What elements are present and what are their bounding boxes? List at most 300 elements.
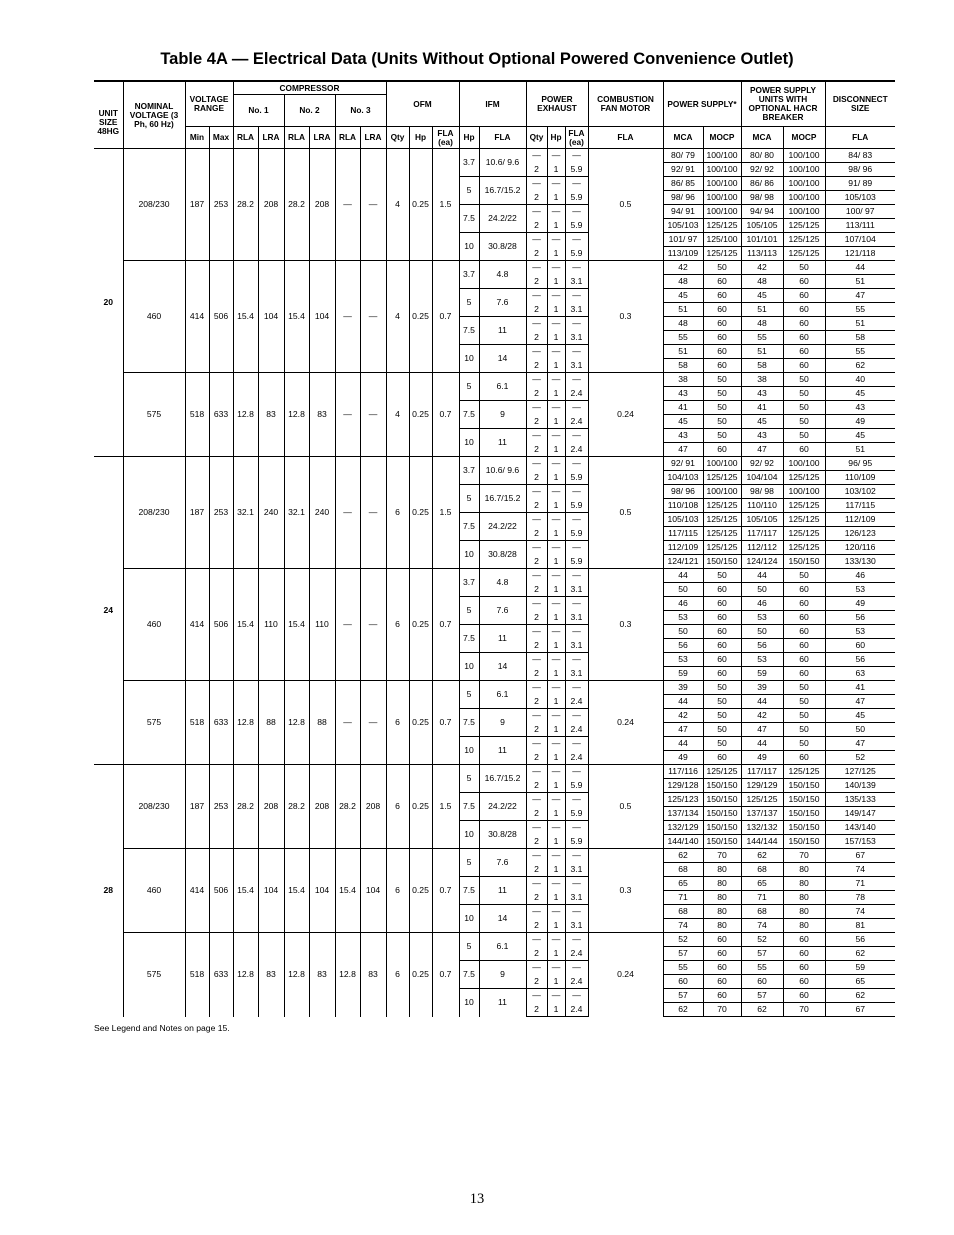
supply-value-cell: 150/150 [703,779,741,793]
supply-value-cell: 60 [703,583,741,597]
supply-value-cell: 105/103 [663,219,703,233]
power-exhaust-cell: 2 [526,695,547,709]
combustion-fla-cell: 0.5 [588,765,663,849]
supply-value-cell: 125/125 [783,765,825,779]
supply-value-cell: 100/100 [783,205,825,219]
subheader-cell: RLA [233,127,258,149]
supply-value-cell: 44 [825,261,895,275]
power-exhaust-header: POWER EXHAUST [526,81,588,127]
supply-value-cell: 55 [825,345,895,359]
supply-value-cell: 105/103 [663,513,703,527]
table-cell: 15.4 [284,261,309,373]
table-cell: 0.7 [432,373,459,457]
supply-value-cell: 50 [663,625,703,639]
supply-value-cell: 50 [783,401,825,415]
ifm-hp-cell: 5 [459,373,479,401]
supply-value-cell: 140/139 [825,779,895,793]
ifm-hp-cell: 3.7 [459,569,479,597]
supply-value-cell: 60 [783,443,825,457]
power-exhaust-cell: 2 [526,527,547,541]
table-cell: 0.25 [409,933,432,1017]
power-exhaust-cell: 1 [547,331,565,345]
supply-value-cell: 124/124 [741,555,783,569]
supply-value-cell: 46 [663,597,703,611]
supply-value-cell: 60 [783,583,825,597]
supply-value-cell: 60 [783,933,825,947]
table-cell: 4 [386,149,409,261]
supply-value-cell: 42 [663,261,703,275]
unit-size-cell: 20 [94,149,123,457]
power-exhaust-cell: — [547,429,565,443]
supply-value-cell: 60 [783,275,825,289]
supply-value-cell: 60 [703,359,741,373]
supply-value-cell: 55 [825,303,895,317]
supply-value-cell: 39 [741,681,783,695]
supply-value-cell: 41 [741,401,783,415]
power-exhaust-cell: — [526,289,547,303]
table-cell: 0.25 [409,149,432,261]
subheader-cell: LRA [309,127,335,149]
power-exhaust-cell: 3.1 [565,275,588,289]
supply-value-cell: 126/123 [825,527,895,541]
supply-value-cell: 62 [663,849,703,863]
supply-value-cell: 50 [703,373,741,387]
power-exhaust-cell: 1 [547,555,565,569]
supply-value-cell: 103/102 [825,485,895,499]
power-exhaust-cell: 1 [547,723,565,737]
power-exhaust-cell: 3.1 [565,331,588,345]
combustion-fla-cell: 0.24 [588,681,663,765]
power-exhaust-cell: — [565,625,588,639]
combustion-fla-cell: 0.5 [588,457,663,569]
table-cell: — [360,457,386,569]
power-exhaust-cell: 2 [526,863,547,877]
power-exhaust-cell: — [547,653,565,667]
power-exhaust-cell: — [526,877,547,891]
supply-value-cell: 51 [741,303,783,317]
table-row [94,569,895,583]
supply-value-cell: 50 [783,681,825,695]
power-exhaust-cell: 2 [526,331,547,345]
supply-value-cell: 60 [783,317,825,331]
power-exhaust-cell: — [565,205,588,219]
table-cell: 4 [386,373,409,457]
power-exhaust-cell: — [547,457,565,471]
supply-value-cell: 44 [663,737,703,751]
supply-value-cell: 80 [783,891,825,905]
supply-value-cell: 43 [825,401,895,415]
power-exhaust-cell: 5.9 [565,807,588,821]
supply-value-cell: 50 [703,401,741,415]
supply-value-cell: 100/ 97 [825,205,895,219]
supply-value-cell: 60 [703,597,741,611]
power-exhaust-cell: 2 [526,1003,547,1017]
power-exhaust-cell: 1 [547,751,565,765]
table-cell: — [360,681,386,765]
ifm-hp-cell: 10 [459,429,479,457]
ifm-fla-cell: 14 [479,345,526,373]
power-exhaust-cell: 2 [526,387,547,401]
power-exhaust-cell: — [526,485,547,499]
supply-value-cell: 68 [741,863,783,877]
supply-value-cell: 105/103 [825,191,895,205]
combustion-fla-cell: 0.24 [588,933,663,1017]
power-supply-hacr-header: POWER SUPPLY UNITS WITH OPTIONAL HACR BREAKER [741,81,825,127]
power-exhaust-cell: 3.1 [565,639,588,653]
subheader-cell: Hp [459,127,479,149]
supply-value-cell: 44 [741,737,783,751]
power-exhaust-cell: 1 [547,583,565,597]
table-cell: 253 [209,765,233,849]
ifm-fla-cell: 7.6 [479,597,526,625]
supply-value-cell: 44 [741,695,783,709]
supply-value-cell: 44 [663,695,703,709]
power-exhaust-cell: — [565,765,588,779]
table-cell: 1.5 [432,149,459,261]
supply-value-cell: 149/147 [825,807,895,821]
ifm-fla-cell: 16.7/15.2 [479,177,526,205]
supply-value-cell: 98/ 96 [663,191,703,205]
table-cell: 518 [185,933,209,1017]
table-cell: 208 [258,765,284,849]
power-exhaust-cell: — [565,513,588,527]
table-cell: 208 [309,149,335,261]
power-exhaust-cell: — [565,849,588,863]
ifm-fla-cell: 6.1 [479,373,526,401]
supply-value-cell: 50 [703,569,741,583]
compressor-no2-header: No. 2 [284,95,335,127]
supply-value-cell: 125/125 [703,499,741,513]
supply-value-cell: 144/140 [663,835,703,849]
table-cell: 28.2 [284,765,309,849]
supply-value-cell: 100/100 [703,457,741,471]
power-exhaust-cell: — [547,989,565,1003]
supply-value-cell: 60 [783,975,825,989]
supply-value-cell: 42 [663,709,703,723]
ifm-hp-cell: 10 [459,821,479,849]
ifm-fla-cell: 4.8 [479,569,526,597]
power-exhaust-cell: — [547,485,565,499]
power-exhaust-cell: 1 [547,1003,565,1017]
ofm-header: OFM [386,81,459,127]
supply-value-cell: 100/100 [783,457,825,471]
power-exhaust-cell: 2 [526,163,547,177]
supply-value-cell: 125/100 [703,233,741,247]
subheader-cell: MCA [663,127,703,149]
power-exhaust-cell: — [547,289,565,303]
supply-value-cell: 98/ 98 [741,191,783,205]
supply-value-cell: 50 [783,737,825,751]
table-cell: — [335,261,360,373]
supply-value-cell: 51 [825,275,895,289]
supply-value-cell: 98/ 98 [741,485,783,499]
supply-value-cell: 47 [741,723,783,737]
ifm-fla-cell: 16.7/15.2 [479,765,526,793]
power-exhaust-cell: 2 [526,919,547,933]
ifm-hp-cell: 5 [459,681,479,709]
supply-value-cell: 150/150 [783,807,825,821]
power-exhaust-cell: — [526,961,547,975]
supply-value-cell: 80 [703,905,741,919]
disconnect-size-header: DISCONNECT SIZE [825,81,895,127]
power-exhaust-cell: — [526,625,547,639]
supply-value-cell: 100/100 [783,163,825,177]
power-exhaust-cell: 1 [547,163,565,177]
supply-value-cell: 56 [663,639,703,653]
table-cell: 104 [309,849,335,933]
ifm-fla-cell: 7.6 [479,289,526,317]
table-cell: 187 [185,457,209,569]
supply-value-cell: 60 [703,667,741,681]
supply-value-cell: 46 [825,569,895,583]
power-exhaust-cell: 1 [547,891,565,905]
voltage-range-header: VOLTAGE RANGE [185,81,233,127]
ifm-hp-cell: 5 [459,289,479,317]
power-exhaust-cell: — [526,765,547,779]
supply-value-cell: 132/132 [741,821,783,835]
supply-value-cell: 53 [741,611,783,625]
supply-value-cell: 60 [783,359,825,373]
ifm-hp-cell: 10 [459,541,479,569]
table-cell: — [360,149,386,261]
power-exhaust-cell: 1 [547,919,565,933]
power-exhaust-cell: 2 [526,891,547,905]
supply-value-cell: 65 [741,877,783,891]
subheader-cell: Hp [409,127,432,149]
supply-value-cell: 41 [825,681,895,695]
power-exhaust-cell: 5.9 [565,499,588,513]
table-cell: 83 [309,933,335,1017]
supply-value-cell: 60 [783,611,825,625]
table-cell: 208 [309,765,335,849]
supply-value-cell: 117/116 [663,765,703,779]
power-exhaust-cell: 1 [547,779,565,793]
supply-value-cell: 80 [703,877,741,891]
supply-value-cell: 150/150 [703,807,741,821]
subheader-cell: FLA (ea) [432,127,459,149]
nominal-voltage-header: NOMINAL VOLTAGE (3 Ph, 60 Hz) [123,81,185,149]
supply-value-cell: 68 [663,905,703,919]
table-cell: 0.25 [409,261,432,373]
supply-value-cell: 62 [825,947,895,961]
power-exhaust-cell: — [547,905,565,919]
power-exhaust-cell: — [565,429,588,443]
power-exhaust-cell: 1 [547,415,565,429]
table-cell: 253 [209,149,233,261]
power-exhaust-cell: — [547,373,565,387]
supply-value-cell: 59 [825,961,895,975]
power-exhaust-cell: 2 [526,303,547,317]
subheader-cell: Qty [386,127,409,149]
supply-value-cell: 110/108 [663,499,703,513]
power-exhaust-cell: — [547,149,565,163]
power-exhaust-cell: — [547,709,565,723]
power-exhaust-cell: — [565,681,588,695]
table-cell: 83 [309,373,335,457]
unit-size-cell: 28 [94,765,123,1017]
supply-value-cell: 101/ 97 [663,233,703,247]
power-exhaust-cell: — [526,233,547,247]
supply-value-cell: 49 [825,415,895,429]
supply-value-cell: 38 [663,373,703,387]
table-cell: 208 [258,149,284,261]
table-cell: — [335,681,360,765]
table-cell: 12.8 [284,681,309,765]
power-exhaust-cell: — [565,457,588,471]
table-cell: 6 [386,765,409,849]
subheader-cell: MOCP [703,127,741,149]
supply-value-cell: 80/ 79 [663,149,703,163]
power-exhaust-cell: 2 [526,191,547,205]
compressor-no3-header: No. 3 [335,95,386,127]
power-exhaust-cell: — [526,793,547,807]
supply-value-cell: 60 [703,611,741,625]
table-cell: 12.8 [233,933,258,1017]
supply-value-cell: 60 [783,667,825,681]
supply-value-cell: 113/111 [825,219,895,233]
supply-value-cell: 74 [663,919,703,933]
supply-value-cell: 150/150 [703,821,741,835]
ifm-hp-cell: 7.5 [459,961,479,989]
supply-value-cell: 100/100 [703,177,741,191]
supply-value-cell: 46 [741,597,783,611]
table-title: Table 4A — Electrical Data (Units Without Optional Powered Convenience Outlet) [160,50,794,68]
supply-value-cell: 50 [741,583,783,597]
power-exhaust-cell: — [547,541,565,555]
supply-value-cell: 63 [825,667,895,681]
power-exhaust-cell: 2 [526,583,547,597]
supply-value-cell: 55 [741,961,783,975]
power-exhaust-cell: 1 [547,611,565,625]
supply-value-cell: 110/110 [741,499,783,513]
supply-value-cell: 47 [825,695,895,709]
supply-value-cell: 48 [741,317,783,331]
supply-value-cell: 71 [741,891,783,905]
table-cell: — [360,569,386,681]
supply-value-cell: 125/125 [703,541,741,555]
ifm-fla-cell: 30.8/28 [479,821,526,849]
table-cell: 6 [386,457,409,569]
supply-value-cell: 80 [783,919,825,933]
supply-value-cell: 117/115 [663,527,703,541]
table-cell: 6 [386,849,409,933]
supply-value-cell: 127/125 [825,765,895,779]
ifm-fla-cell: 11 [479,877,526,905]
power-exhaust-cell: — [547,345,565,359]
supply-value-cell: 112/109 [663,541,703,555]
power-exhaust-cell: — [526,205,547,219]
supply-value-cell: 45 [825,429,895,443]
power-exhaust-cell: — [565,933,588,947]
supply-value-cell: 50 [783,723,825,737]
supply-value-cell: 70 [703,1003,741,1017]
supply-value-cell: 60 [783,597,825,611]
supply-value-cell: 60 [741,975,783,989]
power-exhaust-cell: — [547,597,565,611]
supply-value-cell: 60 [783,289,825,303]
table-cell: 633 [209,933,233,1017]
supply-value-cell: 51 [741,345,783,359]
supply-value-cell: 56 [741,639,783,653]
ifm-hp-cell: 5 [459,765,479,793]
supply-value-cell: 110/109 [825,471,895,485]
supply-value-cell: 50 [703,387,741,401]
supply-value-cell: 43 [741,429,783,443]
subheader-cell: Hp [547,127,565,149]
power-exhaust-cell: — [565,233,588,247]
supply-value-cell: 57 [741,989,783,1003]
supply-value-cell: 133/130 [825,555,895,569]
power-exhaust-cell: — [565,345,588,359]
table-cell: 15.4 [233,569,258,681]
supply-value-cell: 56 [825,653,895,667]
power-exhaust-cell: — [547,401,565,415]
power-exhaust-cell: — [547,821,565,835]
supply-value-cell: 49 [741,751,783,765]
supply-value-cell: 50 [783,415,825,429]
power-exhaust-cell: — [547,261,565,275]
table-cell: 28.2 [233,149,258,261]
supply-value-cell: 121/118 [825,247,895,261]
power-exhaust-cell: 2 [526,835,547,849]
table-cell: 83 [258,373,284,457]
table-body [94,149,895,1017]
supply-value-cell: 80 [703,863,741,877]
table-cell: 0.7 [432,569,459,681]
ifm-fla-cell: 11 [479,625,526,653]
supply-value-cell: 74 [825,863,895,877]
nominal-voltage-cell: 208/230 [123,149,185,261]
supply-value-cell: 60 [703,275,741,289]
supply-value-cell: 60 [703,303,741,317]
supply-value-cell: 125/125 [741,793,783,807]
supply-value-cell: 104/103 [663,471,703,485]
supply-value-cell: 53 [663,611,703,625]
supply-value-cell: 62 [825,989,895,1003]
ifm-hp-cell: 7.5 [459,513,479,541]
supply-value-cell: 60 [783,947,825,961]
power-exhaust-cell: 1 [547,303,565,317]
power-exhaust-cell: — [565,905,588,919]
table-cell: 12.8 [284,933,309,1017]
power-exhaust-cell: 3.1 [565,919,588,933]
table-row [94,849,895,863]
supply-value-cell: 53 [825,625,895,639]
power-exhaust-cell: 2 [526,219,547,233]
table-cell: 104 [360,849,386,933]
ifm-fla-cell: 6.1 [479,933,526,961]
supply-value-cell: 74 [825,905,895,919]
supply-value-cell: 150/150 [783,835,825,849]
supply-value-cell: 80 [703,919,741,933]
supply-value-cell: 60 [783,961,825,975]
supply-value-cell: 105/105 [741,513,783,527]
power-exhaust-cell: 2.4 [565,415,588,429]
supply-value-cell: 81 [825,919,895,933]
supply-value-cell: 113/109 [663,247,703,261]
supply-value-cell: 42 [741,709,783,723]
ifm-hp-cell: 5 [459,597,479,625]
supply-value-cell: 48 [741,275,783,289]
ifm-hp-cell: 7.5 [459,793,479,821]
power-exhaust-cell: 2.4 [565,751,588,765]
supply-value-cell: 55 [663,961,703,975]
power-exhaust-cell: 5.9 [565,247,588,261]
table-cell: 1.5 [432,765,459,849]
supply-value-cell: 78 [825,891,895,905]
supply-value-cell: 53 [741,653,783,667]
power-exhaust-cell: 1 [547,527,565,541]
